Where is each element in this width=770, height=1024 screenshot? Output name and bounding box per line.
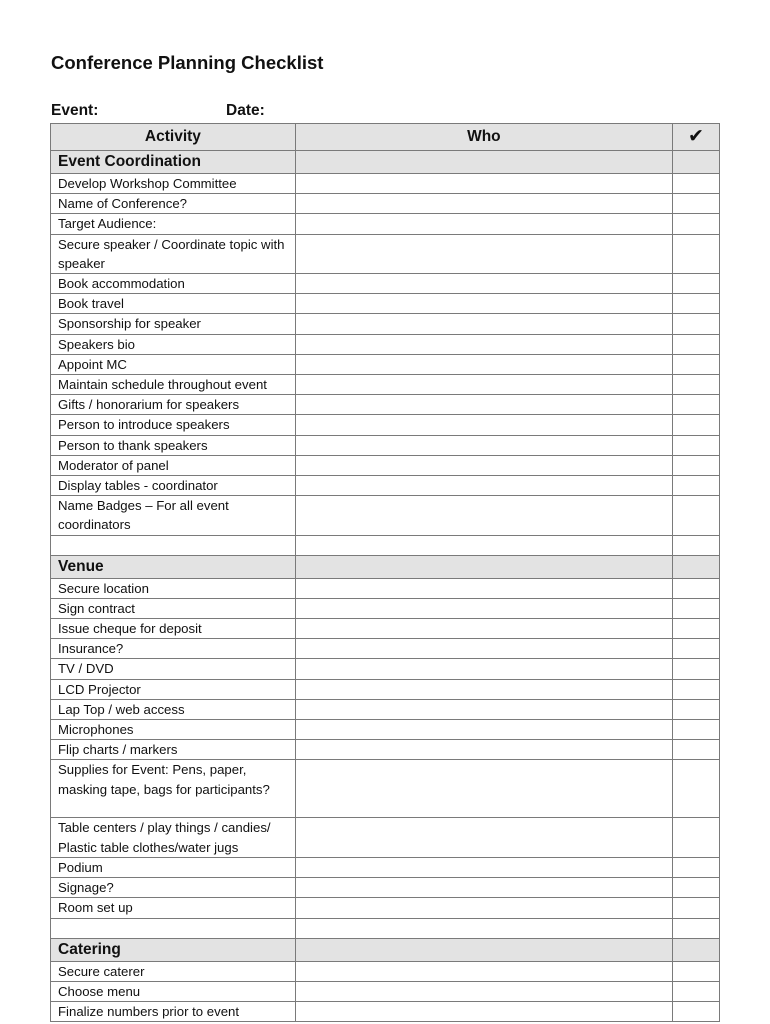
who-cell[interactable] bbox=[295, 857, 672, 877]
check-cell[interactable] bbox=[672, 455, 719, 475]
table-row bbox=[51, 1001, 720, 1021]
who-cell[interactable] bbox=[295, 375, 672, 395]
who-cell[interactable] bbox=[295, 598, 672, 618]
table-row bbox=[51, 961, 720, 981]
activity-cell: Display tables - coordinator bbox=[51, 476, 296, 496]
check-cell[interactable] bbox=[672, 720, 719, 740]
who-cell[interactable] bbox=[295, 818, 672, 857]
who-cell[interactable] bbox=[295, 354, 672, 374]
activity-cell: Supplies for Event: Pens, paper, masking tape, bags for participants? bbox=[51, 760, 296, 818]
who-header: Who bbox=[295, 124, 672, 151]
check-cell[interactable] bbox=[672, 415, 719, 435]
activity-cell: Name Badges – For all event coordinators bbox=[51, 496, 296, 535]
section-title: Venue bbox=[51, 555, 296, 578]
activity-cell: Finalize numbers prior to event bbox=[51, 1001, 296, 1021]
who-cell[interactable] bbox=[295, 455, 672, 475]
table-row bbox=[51, 214, 720, 234]
check-cell[interactable] bbox=[672, 354, 719, 374]
who-cell[interactable] bbox=[295, 234, 672, 273]
activity-cell: Issue cheque for deposit bbox=[51, 619, 296, 639]
table-row bbox=[51, 194, 720, 214]
who-cell[interactable] bbox=[295, 898, 672, 918]
activity-cell: LCD Projector bbox=[51, 679, 296, 699]
check-cell[interactable] bbox=[672, 476, 719, 496]
section-who-cell bbox=[295, 938, 672, 961]
table-row bbox=[51, 857, 720, 877]
activity-cell: Appoint MC bbox=[51, 354, 296, 374]
activity-cell: Secure caterer bbox=[51, 961, 296, 981]
event-label: Event: bbox=[51, 102, 99, 119]
check-cell[interactable] bbox=[672, 375, 719, 395]
table-row bbox=[51, 740, 720, 760]
check-cell[interactable] bbox=[672, 857, 719, 877]
section-check-cell bbox=[672, 938, 719, 961]
check-cell[interactable] bbox=[672, 981, 719, 1001]
table-row bbox=[51, 598, 720, 618]
check-cell[interactable] bbox=[672, 435, 719, 455]
section-row bbox=[51, 555, 720, 578]
activity-cell: Microphones bbox=[51, 720, 296, 740]
activity-cell: Sponsorship for speaker bbox=[51, 314, 296, 334]
table-row bbox=[51, 174, 720, 194]
table-row bbox=[51, 720, 720, 740]
table-row bbox=[51, 476, 720, 496]
activity-cell: Insurance? bbox=[51, 639, 296, 659]
activity-cell: Person to thank speakers bbox=[51, 435, 296, 455]
table-row bbox=[51, 294, 720, 314]
check-cell[interactable] bbox=[672, 679, 719, 699]
table-row bbox=[51, 274, 720, 294]
who-cell[interactable] bbox=[295, 740, 672, 760]
activity-cell: Gifts / honorarium for speakers bbox=[51, 395, 296, 415]
activity-cell: Flip charts / markers bbox=[51, 740, 296, 760]
table-row bbox=[51, 435, 720, 455]
activity-cell: Room set up bbox=[51, 898, 296, 918]
check-cell[interactable] bbox=[672, 578, 719, 598]
table-row bbox=[51, 639, 720, 659]
who-cell[interactable] bbox=[295, 760, 672, 818]
checkmark-icon bbox=[672, 124, 719, 151]
activity-cell: Develop Workshop Committee bbox=[51, 174, 296, 194]
activity-cell: TV / DVD bbox=[51, 659, 296, 679]
who-cell[interactable] bbox=[295, 314, 672, 334]
who-cell[interactable] bbox=[295, 214, 672, 234]
date-label: Date: bbox=[226, 102, 265, 119]
activity-cell: Secure location bbox=[51, 578, 296, 598]
spacer-cell bbox=[295, 918, 672, 938]
who-cell[interactable] bbox=[295, 294, 672, 314]
who-cell[interactable] bbox=[295, 496, 672, 535]
section-check-cell bbox=[672, 151, 719, 174]
activity-cell: Lap Top / web access bbox=[51, 699, 296, 719]
who-cell[interactable] bbox=[295, 476, 672, 496]
check-cell[interactable] bbox=[672, 1001, 719, 1021]
table-row bbox=[51, 375, 720, 395]
table-row bbox=[51, 334, 720, 354]
spacer-row bbox=[51, 918, 720, 938]
check-cell[interactable] bbox=[672, 294, 719, 314]
check-cell[interactable] bbox=[672, 274, 719, 294]
table-row bbox=[51, 415, 720, 435]
activity-cell: Signage? bbox=[51, 878, 296, 898]
section-title: Catering bbox=[51, 938, 296, 961]
page-title: Conference Planning Checklist bbox=[51, 52, 324, 73]
table-row bbox=[51, 619, 720, 639]
activity-cell: Secure speaker / Coordinate topic with speaker bbox=[51, 234, 296, 273]
spacer-cell bbox=[295, 535, 672, 555]
check-cell[interactable] bbox=[672, 619, 719, 639]
who-cell[interactable] bbox=[295, 619, 672, 639]
section-who-cell bbox=[295, 555, 672, 578]
check-cell[interactable] bbox=[672, 961, 719, 981]
table-row bbox=[51, 455, 720, 475]
activity-cell: Name of Conference? bbox=[51, 194, 296, 214]
check-cell[interactable] bbox=[672, 496, 719, 535]
who-cell[interactable] bbox=[295, 174, 672, 194]
table-row bbox=[51, 760, 720, 818]
table-row bbox=[51, 981, 720, 1001]
activity-cell: Choose menu bbox=[51, 981, 296, 1001]
who-cell[interactable] bbox=[295, 395, 672, 415]
who-cell[interactable] bbox=[295, 878, 672, 898]
who-cell[interactable] bbox=[295, 334, 672, 354]
activity-cell: Book travel bbox=[51, 294, 296, 314]
check-cell[interactable] bbox=[672, 659, 719, 679]
check-cell[interactable] bbox=[672, 334, 719, 354]
spacer-row bbox=[51, 535, 720, 555]
table-row bbox=[51, 898, 720, 918]
checklist-table bbox=[50, 123, 720, 1022]
activity-cell: Moderator of panel bbox=[51, 455, 296, 475]
who-cell[interactable] bbox=[295, 194, 672, 214]
section-check-cell bbox=[672, 555, 719, 578]
section-title: Event Coordination bbox=[51, 151, 296, 174]
who-cell[interactable] bbox=[295, 639, 672, 659]
check-cell[interactable] bbox=[672, 395, 719, 415]
activity-cell: Podium bbox=[51, 857, 296, 877]
spacer-cell bbox=[672, 918, 719, 938]
section-row bbox=[51, 938, 720, 961]
who-cell[interactable] bbox=[295, 274, 672, 294]
activity-cell: Sign contract bbox=[51, 598, 296, 618]
who-cell[interactable] bbox=[295, 961, 672, 981]
who-cell[interactable] bbox=[295, 415, 672, 435]
spacer-cell bbox=[51, 918, 296, 938]
table-row bbox=[51, 354, 720, 374]
who-cell[interactable] bbox=[295, 981, 672, 1001]
check-cell[interactable] bbox=[672, 740, 719, 760]
who-cell[interactable] bbox=[295, 578, 672, 598]
activity-cell: Person to introduce speakers bbox=[51, 415, 296, 435]
who-cell[interactable] bbox=[295, 1001, 672, 1021]
check-cell[interactable] bbox=[672, 818, 719, 857]
section-row bbox=[51, 151, 720, 174]
activity-header: Activity bbox=[51, 124, 296, 151]
check-cell[interactable] bbox=[672, 699, 719, 719]
section-who-cell bbox=[295, 151, 672, 174]
table-row bbox=[51, 314, 720, 334]
check-cell[interactable] bbox=[672, 314, 719, 334]
who-cell[interactable] bbox=[295, 679, 672, 699]
check-cell[interactable] bbox=[672, 639, 719, 659]
table-row bbox=[51, 699, 720, 719]
check-cell[interactable] bbox=[672, 598, 719, 618]
check-cell[interactable] bbox=[672, 174, 719, 194]
activity-cell: Maintain schedule throughout event bbox=[51, 375, 296, 395]
spacer-cell bbox=[672, 535, 719, 555]
table-row bbox=[51, 578, 720, 598]
check-cell[interactable] bbox=[672, 878, 719, 898]
activity-cell: Book accommodation bbox=[51, 274, 296, 294]
table-row bbox=[51, 234, 720, 273]
check-cell[interactable] bbox=[672, 214, 719, 234]
who-cell[interactable] bbox=[295, 435, 672, 455]
table-row bbox=[51, 878, 720, 898]
who-cell[interactable] bbox=[295, 720, 672, 740]
activity-cell: Target Audience: bbox=[51, 214, 296, 234]
table-row bbox=[51, 679, 720, 699]
check-header: ✔ bbox=[687, 125, 704, 147]
table-row bbox=[51, 818, 720, 857]
activity-cell: Table centers / play things / candies/ Plastic table clothes/water jugs bbox=[51, 818, 296, 857]
who-cell[interactable] bbox=[295, 699, 672, 719]
check-cell[interactable] bbox=[672, 760, 719, 818]
checklist-body bbox=[51, 124, 720, 1022]
check-cell[interactable] bbox=[672, 898, 719, 918]
spacer-cell bbox=[51, 535, 296, 555]
table-row bbox=[51, 496, 720, 535]
check-cell[interactable] bbox=[672, 234, 719, 273]
header-row bbox=[51, 124, 720, 151]
activity-cell: Speakers bio bbox=[51, 334, 296, 354]
check-cell[interactable] bbox=[672, 194, 719, 214]
who-cell[interactable] bbox=[295, 659, 672, 679]
table-row bbox=[51, 395, 720, 415]
table-row bbox=[51, 659, 720, 679]
